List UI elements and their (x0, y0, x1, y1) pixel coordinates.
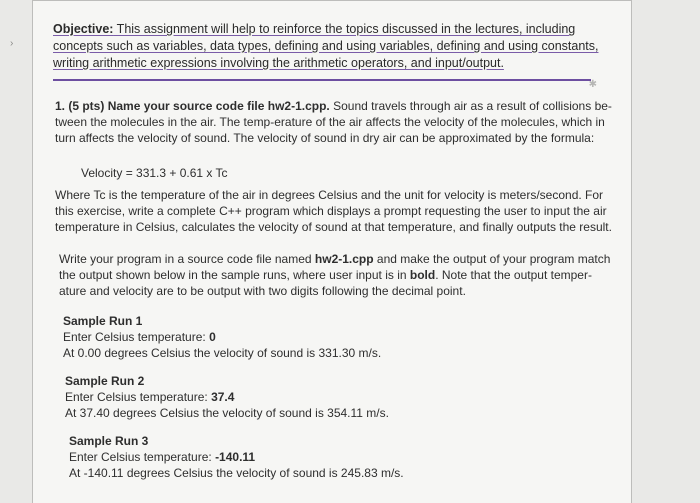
velocity-formula: Velocity = 331.3 + 0.61 x Tc (81, 166, 228, 180)
problem-filename-instruction: Name your source code file hw2-1.cpp. (107, 99, 330, 113)
objective-text: This assignment will help to reinforce the topics discussed in the lectures, including concepts such as variables, data types, defining and using variables, defining and using constants, writing arithmetic expressions involving the arithmetic operators, and input/output. (53, 22, 599, 70)
sample-run-prompt-line (65, 389, 565, 405)
problem-intro (55, 98, 615, 146)
write-prefix: Write your program in a source code file named (59, 252, 315, 266)
objective-paragraph (53, 21, 623, 72)
sample-run-prompt-line (63, 329, 563, 345)
sample-run-prompt-line (69, 449, 569, 465)
objective-label: Objective: (53, 22, 114, 36)
write-suffix: . Note that the output temper-ature and velocity are to be output with two digits following the decimal point. (59, 268, 592, 298)
sample-input: -140.11 (215, 450, 256, 464)
problem-number: 1. (5 pts) (55, 99, 105, 113)
sample-run-title: Sample Run 3 (69, 434, 149, 448)
write-paragraph (59, 251, 613, 299)
write-filename: hw2-1.cpp (314, 252, 374, 266)
problem-intro-text: Sound travels through air as a result of collisions be-tween the molecules in the air. The temp-erature of the air affects the velocity of the molecules, which in turn affects the velocity of sound. The velocity of sound in dry air can be approximated by the formula: (55, 99, 612, 145)
write-bold-word: bold (409, 268, 436, 282)
sample-run-title: Sample Run 2 (65, 374, 145, 388)
sample-run-1 (63, 313, 563, 361)
sample-prompt: Enter Celsius temperature: (63, 330, 210, 344)
sample-input: 0 (209, 330, 216, 344)
sample-input: 37.4 (211, 390, 235, 404)
sample-run-2 (65, 373, 565, 421)
sample-prompt: Enter Celsius temperature: (69, 450, 216, 464)
document-page (32, 0, 632, 503)
margin-arrow-icon: › (10, 38, 14, 49)
sample-run-title: Sample Run 1 (63, 314, 143, 328)
where-paragraph: Where Tc is the temperature of the air in degrees Celsius and the unit for velocity is meters/second. For this exercise, write a complete C++ program which displays a prompt requesting the user to input the air temperature in Celsius, calculates the velocity of sound at that temperature, and finally outputs the result. (55, 188, 612, 234)
sample-output: At 0.00 degrees Celsius the velocity of sound is 331.30 m/s. (63, 346, 382, 360)
sample-run-3 (69, 433, 569, 481)
margin-mark-icon: ✱ (588, 79, 597, 90)
sample-prompt: Enter Celsius temperature: (65, 390, 212, 404)
objective-underline (53, 79, 591, 81)
write-middle: and make the output of your program match the output shown below in the sample runs, where user input is in (59, 252, 611, 282)
sample-output: At 37.40 degrees Celsius the velocity of sound is 354.11 m/s. (65, 406, 389, 420)
sample-output: At -140.11 degrees Celsius the velocity of sound is 245.83 m/s. (69, 466, 404, 480)
